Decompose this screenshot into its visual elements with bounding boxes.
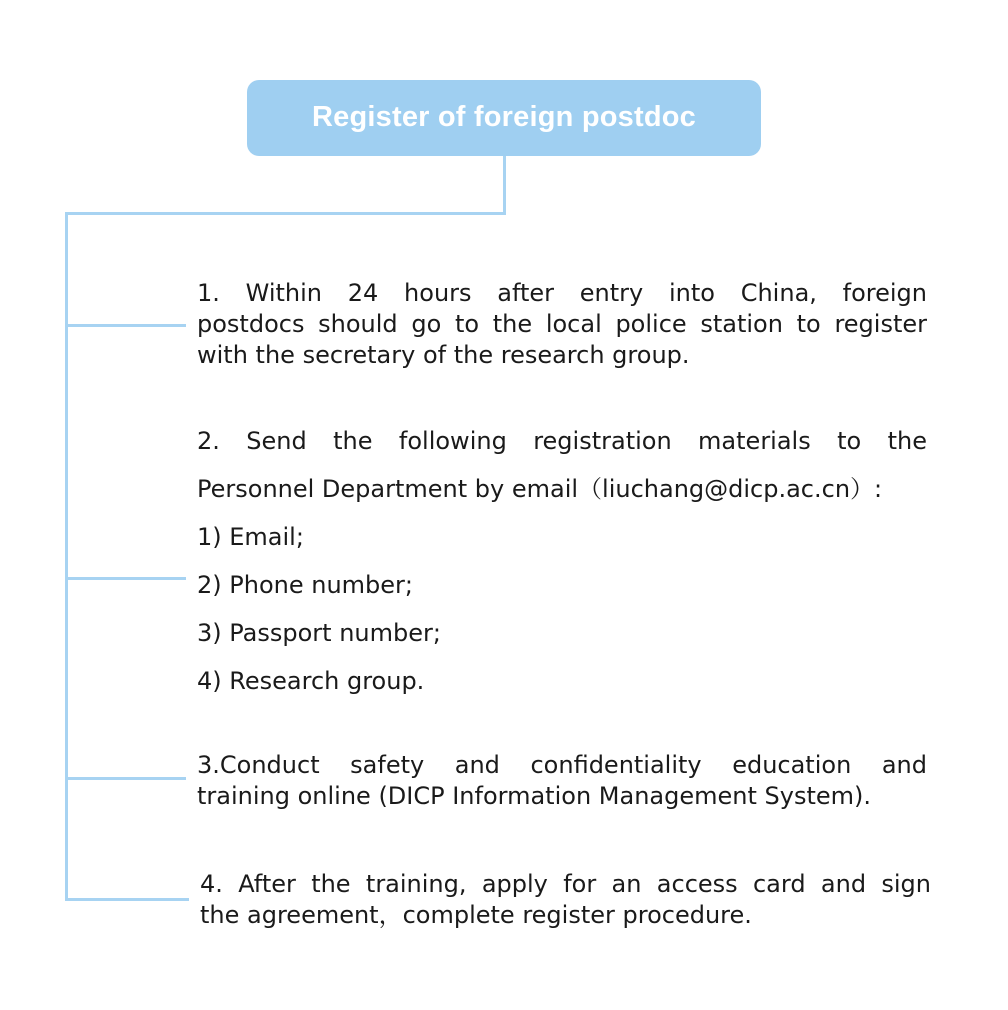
connector-horizontal-top bbox=[65, 212, 506, 215]
step-2-item-email: 1) Email; bbox=[197, 523, 304, 551]
connector-branch-step-3 bbox=[65, 777, 186, 780]
step-3-line-2: training online (DICP Information Management System). bbox=[197, 782, 871, 810]
step-2-line-2: Personnel Department by email（liuchang@dicp.ac.cn）: bbox=[197, 475, 883, 503]
connector-vertical-trunk bbox=[65, 212, 68, 901]
connector-branch-step-4 bbox=[65, 898, 189, 901]
step-1-line-3: with the secretary of the research group. bbox=[197, 341, 690, 369]
step-4-line-2: the agreement，complete register procedure. bbox=[200, 901, 752, 929]
step-4-line-1: 4. After the training, apply for an access card and sign bbox=[200, 870, 931, 898]
step-2 bbox=[197, 426, 927, 714]
connector-header-down bbox=[503, 156, 506, 214]
step-4 bbox=[200, 869, 931, 931]
header-title: Register of foreign postdoc bbox=[311, 100, 697, 133]
step-1 bbox=[197, 278, 927, 371]
step-2-item-passport: 3) Passport number; bbox=[197, 619, 441, 647]
connector-branch-step-2 bbox=[65, 577, 186, 580]
step-1-line-2: postdocs should go to the local police station to register bbox=[197, 310, 927, 338]
connector-branch-step-1 bbox=[65, 324, 186, 327]
step-2-line-1: 2. Send the following registration materials to the bbox=[197, 427, 927, 455]
step-2-item-research-group: 4) Research group. bbox=[197, 667, 425, 695]
step-2-item-phone: 2) Phone number; bbox=[197, 571, 413, 599]
step-1-line-1: 1. Within 24 hours after entry into China, foreign bbox=[197, 279, 927, 307]
step-3-line-1: 3.Conduct safety and confidentiality education and bbox=[197, 751, 927, 779]
header-box bbox=[247, 80, 761, 156]
step-3 bbox=[197, 750, 927, 812]
